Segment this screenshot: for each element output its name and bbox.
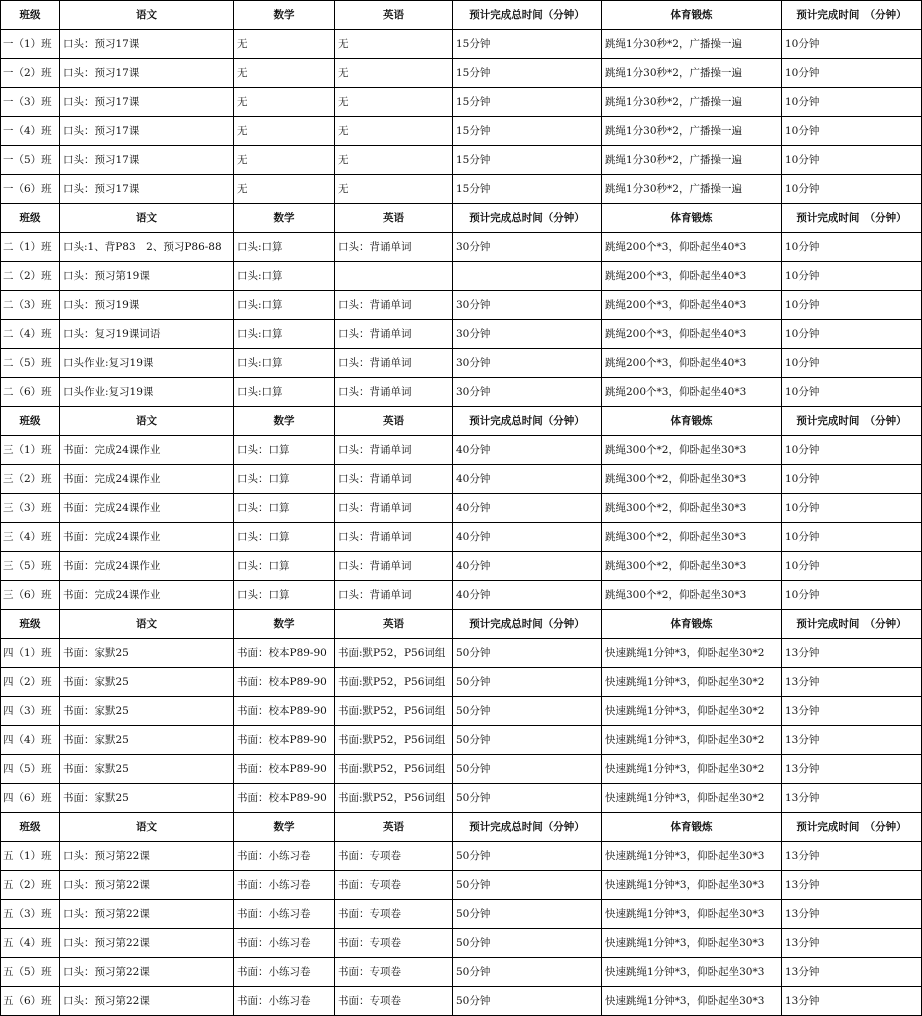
- cell-chinese: 书面：家默25: [60, 755, 234, 784]
- cell-math: 书面：小练习卷: [234, 958, 335, 987]
- cell-chinese: 口头：预习17课: [60, 30, 234, 59]
- cell-total-time: 50分钟: [453, 784, 602, 813]
- cell-pe-time: 10分钟: [782, 349, 922, 378]
- cell-pe-time: 10分钟: [782, 552, 922, 581]
- cell-chinese: 口头：预习第19课: [60, 262, 234, 291]
- cell-pe-time: 13分钟: [782, 755, 922, 784]
- cell-pe-time: 10分钟: [782, 465, 922, 494]
- cell-total-time: 15分钟: [453, 175, 602, 204]
- cell-pe-time: 10分钟: [782, 523, 922, 552]
- cell-english: 书面:默P52，P56词组: [335, 668, 453, 697]
- cell-total-time: 40分钟: [453, 552, 602, 581]
- header-class: 班级: [1, 407, 60, 436]
- table-row: [1, 378, 922, 407]
- cell-pe-time: 13分钟: [782, 668, 922, 697]
- cell-math: 口头：口算: [234, 581, 335, 610]
- cell-class: 一（3）班: [1, 88, 60, 117]
- cell-english: 书面：专项卷: [335, 987, 453, 1016]
- cell-class: 四（1）班: [1, 639, 60, 668]
- cell-pe-time: 10分钟: [782, 378, 922, 407]
- cell-chinese: 口头：预习第22课: [60, 987, 234, 1016]
- cell-pe-time: 10分钟: [782, 436, 922, 465]
- cell-chinese: 口头：预习第22课: [60, 900, 234, 929]
- cell-pe: 跳绳1分30秒*2，广播操一遍: [602, 117, 782, 146]
- cell-chinese: 口头：预习17课: [60, 59, 234, 88]
- header-chinese: 语文: [60, 813, 234, 842]
- cell-math: 口头：口算: [234, 523, 335, 552]
- cell-math: 口头:口算: [234, 320, 335, 349]
- cell-english: 口头：背诵单词: [335, 436, 453, 465]
- table-row: [1, 581, 922, 610]
- cell-chinese: 书面：完成24课作业: [60, 581, 234, 610]
- header-english: 英语: [335, 407, 453, 436]
- cell-chinese: 书面：家默25: [60, 697, 234, 726]
- cell-total-time: 50分钟: [453, 929, 602, 958]
- header-pe-time: 预计完成时间 （分钟）: [782, 407, 922, 436]
- header-chinese: 语文: [60, 407, 234, 436]
- cell-pe: 跳绳1分30秒*2，广播操一遍: [602, 59, 782, 88]
- table-row: [1, 958, 922, 987]
- cell-pe-time: 10分钟: [782, 117, 922, 146]
- cell-total-time: 40分钟: [453, 436, 602, 465]
- cell-pe: 跳绳200个*3，仰卧起坐40*3: [602, 320, 782, 349]
- cell-math: 书面：校本P89-90: [234, 639, 335, 668]
- cell-class: 二（2）班: [1, 262, 60, 291]
- cell-math: 书面：校本P89-90: [234, 755, 335, 784]
- cell-chinese: 口头：预习19课: [60, 291, 234, 320]
- cell-class: 四（3）班: [1, 697, 60, 726]
- cell-english: 书面：专项卷: [335, 900, 453, 929]
- header-class: 班级: [1, 813, 60, 842]
- cell-math: 书面：校本P89-90: [234, 697, 335, 726]
- table-row: [1, 697, 922, 726]
- header-chinese: 语文: [60, 204, 234, 233]
- header-english: 英语: [335, 204, 453, 233]
- cell-pe-time: 13分钟: [782, 958, 922, 987]
- cell-class: 一（2）班: [1, 59, 60, 88]
- cell-pe-time: 13分钟: [782, 900, 922, 929]
- cell-english: 口头：背诵单词: [335, 523, 453, 552]
- cell-pe: 快速跳绳1分钟*3，仰卧起坐30*3: [602, 929, 782, 958]
- cell-english: 书面：专项卷: [335, 842, 453, 871]
- cell-total-time: 50分钟: [453, 726, 602, 755]
- header-class: 班级: [1, 1, 60, 30]
- cell-english: 书面：专项卷: [335, 871, 453, 900]
- cell-total-time: 50分钟: [453, 958, 602, 987]
- cell-pe-time: 10分钟: [782, 59, 922, 88]
- cell-total-time: 50分钟: [453, 668, 602, 697]
- cell-pe: 跳绳1分30秒*2，广播操一遍: [602, 175, 782, 204]
- cell-total-time: 50分钟: [453, 871, 602, 900]
- cell-pe: 跳绳200个*3，仰卧起坐40*3: [602, 262, 782, 291]
- cell-pe: 跳绳200个*3，仰卧起坐40*3: [602, 233, 782, 262]
- cell-class: 二（5）班: [1, 349, 60, 378]
- cell-pe: 跳绳300个*2，仰卧起坐30*3: [602, 581, 782, 610]
- cell-chinese: 口头：预习第22课: [60, 842, 234, 871]
- cell-total-time: 30分钟: [453, 378, 602, 407]
- cell-math: 无: [234, 117, 335, 146]
- cell-pe: 快速跳绳1分钟*3，仰卧起坐30*2: [602, 668, 782, 697]
- cell-chinese: 书面：完成24课作业: [60, 552, 234, 581]
- table-row: [1, 494, 922, 523]
- cell-chinese: 书面：完成24课作业: [60, 436, 234, 465]
- cell-chinese: 口头：预习第22课: [60, 958, 234, 987]
- header-pe: 体育锻炼: [602, 407, 782, 436]
- header-total-time: 预计完成总时间（分钟）: [453, 204, 602, 233]
- cell-pe: 快速跳绳1分钟*3，仰卧起坐30*3: [602, 900, 782, 929]
- cell-math: 无: [234, 88, 335, 117]
- cell-total-time: 50分钟: [453, 900, 602, 929]
- cell-math: 无: [234, 30, 335, 59]
- table-row: [1, 900, 922, 929]
- cell-total-time: 30分钟: [453, 349, 602, 378]
- cell-total-time: 30分钟: [453, 320, 602, 349]
- cell-class: 四（2）班: [1, 668, 60, 697]
- cell-pe-time: 10分钟: [782, 88, 922, 117]
- cell-total-time: 40分钟: [453, 465, 602, 494]
- header-math: 数学: [234, 407, 335, 436]
- cell-math: 口头:口算: [234, 233, 335, 262]
- cell-total-time: 50分钟: [453, 755, 602, 784]
- table-row: [1, 175, 922, 204]
- cell-pe: 快速跳绳1分钟*3，仰卧起坐30*2: [602, 726, 782, 755]
- cell-chinese: 书面：完成24课作业: [60, 465, 234, 494]
- header-total-time: 预计完成总时间（分钟）: [453, 1, 602, 30]
- header-row: [1, 1, 922, 30]
- cell-pe-time: 13分钟: [782, 697, 922, 726]
- cell-chinese: 书面：完成24课作业: [60, 494, 234, 523]
- cell-class: 五（5）班: [1, 958, 60, 987]
- header-pe: 体育锻炼: [602, 204, 782, 233]
- cell-pe-time: 13分钟: [782, 784, 922, 813]
- table-row: [1, 523, 922, 552]
- cell-pe-time: 13分钟: [782, 842, 922, 871]
- header-row: [1, 813, 922, 842]
- cell-english: 无: [335, 175, 453, 204]
- table-row: [1, 349, 922, 378]
- cell-chinese: 书面：完成24课作业: [60, 523, 234, 552]
- cell-math: 口头：口算: [234, 465, 335, 494]
- header-row: [1, 407, 922, 436]
- cell-pe: 跳绳1分30秒*2，广播操一遍: [602, 88, 782, 117]
- cell-english: 无: [335, 30, 453, 59]
- cell-pe-time: 10分钟: [782, 262, 922, 291]
- header-english: 英语: [335, 610, 453, 639]
- cell-english: 无: [335, 146, 453, 175]
- header-math: 数学: [234, 813, 335, 842]
- cell-english: 书面:默P52，P56词组: [335, 639, 453, 668]
- cell-chinese: 口头：预习17课: [60, 88, 234, 117]
- cell-pe-time: 13分钟: [782, 987, 922, 1016]
- cell-chinese: 口头作业:复习19课: [60, 349, 234, 378]
- cell-total-time: 30分钟: [453, 233, 602, 262]
- cell-total-time: 15分钟: [453, 30, 602, 59]
- cell-pe-time: 10分钟: [782, 291, 922, 320]
- cell-chinese: 书面：家默25: [60, 784, 234, 813]
- cell-class: 五（2）班: [1, 871, 60, 900]
- cell-english: 书面：专项卷: [335, 958, 453, 987]
- cell-math: 口头:口算: [234, 349, 335, 378]
- cell-class: 一（4）班: [1, 117, 60, 146]
- cell-english: 口头：背诵单词: [335, 233, 453, 262]
- cell-math: 口头：口算: [234, 436, 335, 465]
- cell-chinese: 口头作业:复习19课: [60, 378, 234, 407]
- cell-chinese: 书面：家默25: [60, 726, 234, 755]
- table-row: [1, 320, 922, 349]
- cell-total-time: [453, 262, 602, 291]
- cell-class: 二（4）班: [1, 320, 60, 349]
- cell-english: 书面:默P52，P56词组: [335, 726, 453, 755]
- header-pe-time: 预计完成时间 （分钟）: [782, 610, 922, 639]
- cell-math: 口头:口算: [234, 291, 335, 320]
- cell-pe: 快速跳绳1分钟*3，仰卧起坐30*3: [602, 958, 782, 987]
- cell-pe-time: 13分钟: [782, 639, 922, 668]
- cell-pe-time: 13分钟: [782, 726, 922, 755]
- cell-pe-time: 10分钟: [782, 581, 922, 610]
- cell-chinese: 书面：家默25: [60, 668, 234, 697]
- cell-pe: 跳绳300个*2，仰卧起坐30*3: [602, 465, 782, 494]
- table-row: [1, 842, 922, 871]
- cell-class: 四（5）班: [1, 755, 60, 784]
- cell-total-time: 50分钟: [453, 697, 602, 726]
- cell-class: 四（6）班: [1, 784, 60, 813]
- cell-math: 口头：口算: [234, 494, 335, 523]
- cell-english: 无: [335, 59, 453, 88]
- cell-math: 书面：小练习卷: [234, 987, 335, 1016]
- header-row: [1, 610, 922, 639]
- header-total-time: 预计完成总时间（分钟）: [453, 407, 602, 436]
- cell-total-time: 15分钟: [453, 146, 602, 175]
- cell-chinese: 口头：预习第22课: [60, 929, 234, 958]
- cell-class: 四（4）班: [1, 726, 60, 755]
- header-row: [1, 204, 922, 233]
- cell-math: 书面：小练习卷: [234, 842, 335, 871]
- cell-pe: 跳绳200个*3，仰卧起坐40*3: [602, 378, 782, 407]
- cell-pe: 快速跳绳1分钟*3，仰卧起坐30*3: [602, 871, 782, 900]
- cell-math: 书面：小练习卷: [234, 871, 335, 900]
- cell-english: 口头：背诵单词: [335, 465, 453, 494]
- cell-class: 一（1）班: [1, 30, 60, 59]
- cell-pe: 跳绳300个*2，仰卧起坐30*3: [602, 523, 782, 552]
- header-pe: 体育锻炼: [602, 813, 782, 842]
- cell-english: 书面:默P52，P56词组: [335, 784, 453, 813]
- cell-class: 一（6）班: [1, 175, 60, 204]
- cell-total-time: 40分钟: [453, 494, 602, 523]
- cell-class: 三（3）班: [1, 494, 60, 523]
- cell-class: 三（5）班: [1, 552, 60, 581]
- cell-total-time: 30分钟: [453, 291, 602, 320]
- cell-english: [335, 262, 453, 291]
- header-pe: 体育锻炼: [602, 610, 782, 639]
- cell-english: 口头：背诵单词: [335, 349, 453, 378]
- table-row: [1, 552, 922, 581]
- header-chinese: 语文: [60, 610, 234, 639]
- cell-pe: 跳绳200个*3，仰卧起坐40*3: [602, 291, 782, 320]
- header-chinese: 语文: [60, 1, 234, 30]
- cell-english: 口头：背诵单词: [335, 581, 453, 610]
- cell-english: 书面:默P52，P56词组: [335, 755, 453, 784]
- cell-total-time: 15分钟: [453, 117, 602, 146]
- cell-pe-time: 10分钟: [782, 494, 922, 523]
- table-row: [1, 59, 922, 88]
- cell-chinese: 口头：预习17课: [60, 117, 234, 146]
- cell-class: 三（4）班: [1, 523, 60, 552]
- header-math: 数学: [234, 1, 335, 30]
- cell-english: 无: [335, 117, 453, 146]
- cell-chinese: 口头：复习19课词语: [60, 320, 234, 349]
- cell-class: 五（4）班: [1, 929, 60, 958]
- table-row: [1, 88, 922, 117]
- table-row: [1, 784, 922, 813]
- header-class: 班级: [1, 204, 60, 233]
- cell-pe: 跳绳1分30秒*2，广播操一遍: [602, 30, 782, 59]
- cell-math: 书面：小练习卷: [234, 929, 335, 958]
- cell-class: 五（3）班: [1, 900, 60, 929]
- cell-class: 二（3）班: [1, 291, 60, 320]
- cell-total-time: 50分钟: [453, 639, 602, 668]
- cell-english: 口头：背诵单词: [335, 378, 453, 407]
- header-math: 数学: [234, 610, 335, 639]
- cell-math: 书面：小练习卷: [234, 900, 335, 929]
- cell-english: 口头：背诵单词: [335, 494, 453, 523]
- header-pe-time: 预计完成时间 （分钟）: [782, 1, 922, 30]
- cell-pe-time: 13分钟: [782, 929, 922, 958]
- cell-pe: 跳绳1分30秒*2，广播操一遍: [602, 146, 782, 175]
- cell-total-time: 40分钟: [453, 581, 602, 610]
- header-total-time: 预计完成总时间（分钟）: [453, 610, 602, 639]
- cell-class: 五（1）班: [1, 842, 60, 871]
- table-row: [1, 639, 922, 668]
- cell-math: 无: [234, 175, 335, 204]
- cell-english: 无: [335, 88, 453, 117]
- table-row: [1, 436, 922, 465]
- header-english: 英语: [335, 813, 453, 842]
- cell-english: 书面：专项卷: [335, 929, 453, 958]
- cell-math: 口头:口算: [234, 378, 335, 407]
- table-row: [1, 987, 922, 1016]
- cell-total-time: 50分钟: [453, 987, 602, 1016]
- cell-pe-time: 10分钟: [782, 30, 922, 59]
- cell-class: 三（6）班: [1, 581, 60, 610]
- cell-math: 无: [234, 59, 335, 88]
- cell-pe: 跳绳300个*2，仰卧起坐30*3: [602, 552, 782, 581]
- cell-chinese: 口头：预习第22课: [60, 871, 234, 900]
- cell-total-time: 40分钟: [453, 523, 602, 552]
- table-row: [1, 465, 922, 494]
- cell-pe: 快速跳绳1分钟*3，仰卧起坐30*2: [602, 639, 782, 668]
- cell-pe: 快速跳绳1分钟*3，仰卧起坐30*2: [602, 755, 782, 784]
- cell-math: 书面：校本P89-90: [234, 726, 335, 755]
- header-math: 数学: [234, 204, 335, 233]
- cell-class: 二（1）班: [1, 233, 60, 262]
- table-row: [1, 30, 922, 59]
- header-pe-time: 预计完成时间 （分钟）: [782, 204, 922, 233]
- cell-total-time: 15分钟: [453, 59, 602, 88]
- table-row: [1, 668, 922, 697]
- cell-english: 书面:默P52，P56词组: [335, 697, 453, 726]
- table-row: [1, 871, 922, 900]
- header-pe: 体育锻炼: [602, 1, 782, 30]
- cell-math: 书面：校本P89-90: [234, 784, 335, 813]
- cell-class: 一（5）班: [1, 146, 60, 175]
- cell-chinese: 书面：家默25: [60, 639, 234, 668]
- cell-math: 口头:口算: [234, 262, 335, 291]
- table-row: [1, 929, 922, 958]
- cell-pe-time: 10分钟: [782, 146, 922, 175]
- cell-pe-time: 13分钟: [782, 871, 922, 900]
- cell-pe: 跳绳300个*2，仰卧起坐30*3: [602, 436, 782, 465]
- cell-class: 五（6）班: [1, 987, 60, 1016]
- cell-pe-time: 10分钟: [782, 233, 922, 262]
- table-row: [1, 262, 922, 291]
- cell-english: 口头：背诵单词: [335, 291, 453, 320]
- cell-chinese: 口头：预习17课: [60, 175, 234, 204]
- table-row: [1, 291, 922, 320]
- cell-pe: 快速跳绳1分钟*3，仰卧起坐30*3: [602, 842, 782, 871]
- table-row: [1, 117, 922, 146]
- cell-chinese: 口头：预习17课: [60, 146, 234, 175]
- header-pe-time: 预计完成时间 （分钟）: [782, 813, 922, 842]
- cell-english: 口头：背诵单词: [335, 320, 453, 349]
- table-row: [1, 233, 922, 262]
- cell-math: 口头：口算: [234, 552, 335, 581]
- cell-total-time: 50分钟: [453, 842, 602, 871]
- cell-class: 三（2）班: [1, 465, 60, 494]
- header-english: 英语: [335, 1, 453, 30]
- cell-class: 三（1）班: [1, 436, 60, 465]
- cell-math: 无: [234, 146, 335, 175]
- cell-english: 口头：背诵单词: [335, 552, 453, 581]
- cell-pe-time: 10分钟: [782, 175, 922, 204]
- cell-pe: 快速跳绳1分钟*3，仰卧起坐30*2: [602, 697, 782, 726]
- cell-pe: 跳绳200个*3，仰卧起坐40*3: [602, 349, 782, 378]
- cell-pe: 跳绳300个*2，仰卧起坐30*3: [602, 494, 782, 523]
- cell-class: 二（6）班: [1, 378, 60, 407]
- table-row: [1, 726, 922, 755]
- header-class: 班级: [1, 610, 60, 639]
- cell-chinese: 口头:1、背P83 2、预习P86-88: [60, 233, 234, 262]
- table-row: [1, 146, 922, 175]
- table-row: [1, 755, 922, 784]
- cell-pe: 快速跳绳1分钟*3，仰卧起坐30*2: [602, 784, 782, 813]
- cell-pe-time: 10分钟: [782, 320, 922, 349]
- cell-pe: 快速跳绳1分钟*3，仰卧起坐30*3: [602, 987, 782, 1016]
- cell-math: 书面：校本P89-90: [234, 668, 335, 697]
- cell-total-time: 15分钟: [453, 88, 602, 117]
- header-total-time: 预计完成总时间（分钟）: [453, 813, 602, 842]
